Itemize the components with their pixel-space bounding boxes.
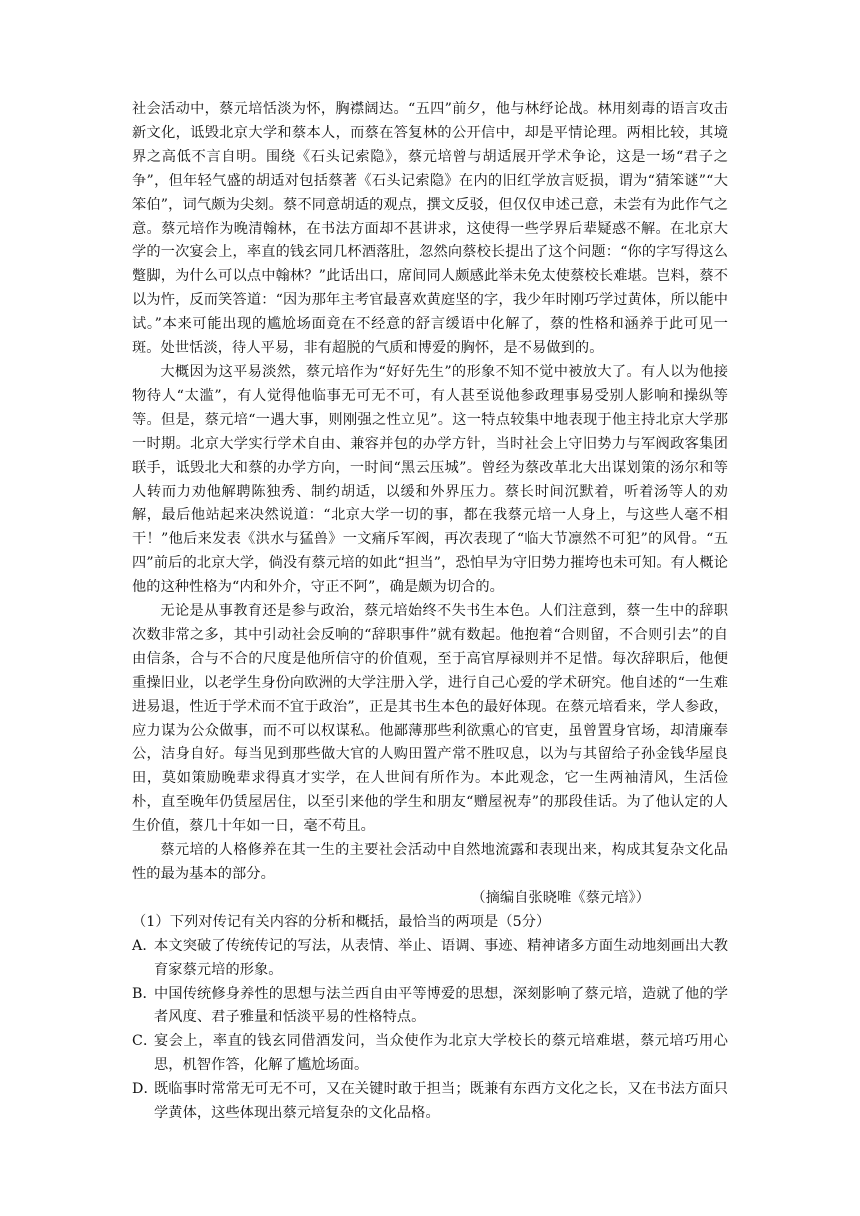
option-c (132, 1030, 728, 1078)
option-text: 中国传统修身养性的思想与法兰西自由平等博爱的思想，深刻影响了蔡元培，造就了他的学者风度、君子雅量和恬淡平易的性格特点。 (154, 985, 728, 1026)
option-letter: B． (132, 985, 157, 1002)
option-a (132, 935, 728, 983)
option-letter: D． (132, 1081, 158, 1098)
question-stem: （1）下列对传记有关内容的分析和概括，最恰当的两项是（5分） (132, 913, 551, 930)
article-body (132, 98, 728, 1126)
option-text: 本文突破了传统传记的写法，从表情、举止、语调、事迹、精神诸多方面生动地刻画出大教育家蔡元培的形象。 (154, 937, 728, 978)
option-text: 宴会上，率直的钱玄同借酒发问，当众使作为北京大学校长的蔡元培难堪，蔡元培巧用心思，机智作答，化解了尴尬场面。 (154, 1033, 728, 1074)
option-text: 既临事时常常无可无不可，又在关键时敢于担当；既兼有东西方文化之长，又在书法方面只学黄体，这些体现出蔡元培复杂的文化品格。 (154, 1081, 728, 1122)
source-citation: （摘编自张晓唯《蔡元培》） (471, 889, 650, 906)
paragraph: 大概因为这平易淡然，蔡元培作为“好好先生”的形象不知不觉中被放大了。有人以为他接物待人“太滥”，有人觉得他临事无可无不可，有人甚至说他参政理事易受别人影响和操纵等等。但是，蔡元培“一遇大事，则刚强之性立见”。这一特点较集中地表现于他主持北京大学那一时期。北京大学实行学术自由、兼容并包的办学方针，当时社会上守旧势力与军阀政客集团联手，诋毁北大和蔡的办学方向，一时间“黑云压城”。曾经为蔡改革北大出谋划策的汤尔和等人转而力劝他解聘陈独秀、制约胡适，以缓和外界压力。蔡长时间沉默着，听着汤等人的劝解，最后他站起来决然说道：“北京大学一切的事，都在我蔡元培一人身上，与这些人毫不相干！”他后来发表《洪水与猛兽》一文痛斥军阀，再次表现了“临大节凛然不可犯”的风骨。“五四”前后的北京大学，倘没有蔡元培的如此“担当”，恐怕早为守旧势力摧垮也未可知。有人概论他的这种性格为“内和外介，守正不阿”，确是颇为切合的。 (132, 363, 728, 596)
option-b (132, 983, 728, 1031)
paragraph: 蔡元培的人格修养在其一生的主要社会活动中自然地流露和表现出来，构成其复杂文化品性的最为基本的部分。 (132, 842, 728, 882)
option-letter: C． (132, 1033, 158, 1050)
option-d (132, 1078, 728, 1126)
option-letter: A． (132, 937, 157, 954)
paragraph: 社会活动中，蔡元培恬淡为怀，胸襟阔达。“五四”前夕，他与林纾论战。林用刻毒的语言攻击新文化，诋毁北京大学和蔡本人，而蔡在答复林的公开信中，却是平情论理。两相比较，其境界之高低不言自明。围绕《石头记索隐》，蔡元培曾与胡适展开学术争论，这是一场“君子之争”，但年轻气盛的胡适对包括蔡著《石头记索隐》在内的旧红学放言贬损，谓为“猜笨谜”“大笨伯”，词气颇为尖刻。蔡不同意胡适的观点，撰文反驳，但仅仅申述己意，未尝有为此作气之意。蔡元培作为晚清翰林，在书法方面却不甚讲求，这使得一些学界后辈疑惑不解。在北京大学的一次宴会上，率直的钱玄同几杯酒落肚，忽然向蔡校长提出了这个问题：“你的字写得这么蹩脚，为什么可以点中翰林？”此话出口，席间同人颇感此举未免太使蔡校长难堪。岂料，蔡不以为忤，反而笑答道：“因为那年主考官最喜欢黄庭坚的字，我少年时刚巧学过黄体，所以能中试。”本来可能出现的尴尬场面竟在不经意的舒言缓语中化解了，蔡的性格和涵养于此可见一斑。处世恬淡，待人平易，非有超脱的气质和博爱的胸怀，是不易做到的。 (132, 101, 728, 357)
paragraph: 无论是从事教育还是参与政治，蔡元培始终不失书生本色。人们注意到，蔡一生中的辞职次数非常之多，其中引动社会反响的“辞职事件”就有数起。他抱着“合则留，不合则引去”的自由信条，合与不合的尺度是他所信守的价值观，至于高官厚禄则并不足惜。每次辞职后，他便重操旧业，以老学生身份向欧洲的大学注册入学，进行自己心爱的学术研究。他自述的“一生难进易退，性近于学术而不宜于政治”，正是其书生本色的最好体现。在蔡元培看来，学人参政，应力谋为公众做事，而不可以权谋私。他鄙薄那些利欲熏心的官吏，虽曾置身官场，却清廉奉公，洁身自好。每当见到那些做大官的人购田置产常不胜叹息，以为与其留给子孙金钱华屋良田，莫如策励晚辈求得真才实学，在人世间有所作为。本此观念，它一生两袖清风，生活俭朴，直至晚年仍赁屋居住，以至引来他的学生和朋友“赠屋祝寿”的那段佳话。为了他认定的人生价值，蔡几十年如一日，毫不苟且。 (132, 603, 728, 835)
